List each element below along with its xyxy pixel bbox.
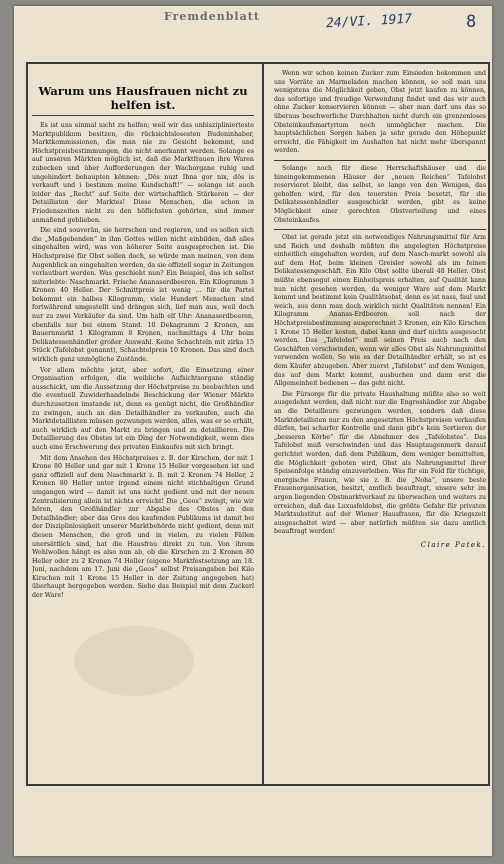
left-column bbox=[32, 64, 254, 784]
handwritten-date: 24/VI. 1917 bbox=[325, 11, 413, 32]
article-frame bbox=[26, 62, 490, 786]
paragraph-rule bbox=[274, 160, 486, 161]
page-number: 8 bbox=[466, 12, 477, 32]
article-title: Warum uns Hausfrauen nicht zu helfen ist. bbox=[32, 84, 254, 116]
masthead: Fremdenblatt bbox=[164, 10, 260, 23]
article-paragraph: Obst ist gerade jetzt ein notwendiges Nahrungsmittel für Arm und Reich und deshalb müßten die angelegten Höchstpreise einheitlich eingehalten werden, auf dem Nasch-markt sowohl als auf dem Hof, beim kleinen Greisler sowohl als im feinen Delikatessengeschäft. Ein Kilo Obst sollte überall 48 Heller. Obst müßte ebensogut einen Einheitspreis erhalten, auf Qualität kann nun nicht gesehen werden, da weniger Ware auf dem Markt kommt und bestimmt kein Qualitätsobst, denn es ist nass, faul und weich, aus denn man doch wirklich nicht Qualitäten nennen! Ein Kilogramm Ananas-Erdbeeren soll nach der Höchstpreisbestimmung ausgerechnet 3 Kronen, ein Kilo Kirschen 1 Krone 15 Heller kosten, dabei kann und darf nichts ausgesucht werden. Das „Tafelobst“ muß seinen Preis auch nach den Geschäften verschwinden, wenn wir alles Obst als Nahrungsmittel verwenden wollen. So wie es der Detailhändler erhält, so ist es dem Käufer abzugeben. Aber zuerst „Tafelobst“ auf dem Wenigen, das auf dem Markt kommt, ausbuchen und dann erst die Allgemeinheit bedienen — das geht nicht. bbox=[274, 234, 486, 388]
article-paragraph: Solange noch für diese Herrschaftshäuser und die hineingekommenen Häuser der „neuen Reichen“ Tafelobst reservieret bleibt, das selbst, so lange von den Wenigen, das geholfen wird, für den teuersten Preis besetzt, für die Delikatessenhändler ausgeschickt werden, gibt es keine Möglichkeit einer gerechten Obstverteilung und eines Obsteinkaufes. bbox=[274, 164, 486, 224]
article-paragraph: Mit dem Ansehen des Höchstpreises z. B. der Kirschen, der mit 1 Krone 80 Heller und gar mit 1 Krone 15 Heller vorgesehen ist und ganz offiziell auf dem Naschmarkt z. B. mit 2 Kronen 74 Heller, 2 Kronen 80 Heller unter irgend einem nicht stichhaltigen Grund umgangen wird — damit ist uns nicht gedient und mit der neuen Zentralisierung allein ist nichts erreicht! Die „Geos“ zwingt, wie wir hören, den Großhändler zur Abgabe des Obstes an den Detailhändler; aber das Gros des kaufenden Publikums ist damit bei der Disziplinlosigkeit unserer Marktbehörde nicht gedient, denn mit diesen Menschen, die groß und in vielen, zu vielen Fällen unersättlich sind, hat die Hausfrau direkt zu tun. Von ihrem Wohlwollen hängt es also nun ab, ob die Kirschen zu 2 Kronen 80 Heller oder zu 2 Kronen 74 Heller (eigene Marktfestsetzung am 18. Juni, nachdem am 17. Juni die „Geos“ selbst Preisangaben bei Kilo Kirschen mit 1 Krone 15 Heller in der Zeitung angegeben hat) überhaupt hergegeben werden. Siehe das Beispiel mit dem Zuckerl der Ware! bbox=[32, 454, 254, 600]
article-paragraph: Vor allem möchte jetzt, aber sofort, die Einsetzung einer Organisation erfolgen, die weibliche Aufsichtsorgane ständig ausschickt, um die Aussetzung der Höchstpreise zu beobachten und die eventuell Zuwiderhandelnde Beschickung der Wiener Märkte durchzusetzen imstande ist, denn es genügt nicht, die Großhändler zu zwingen, auch an den Detailhändler zu verkaufen, auch die Marktdetaillisten müssen gezwungen werden, alles, was er so erhält, auch wirklich auf den Markt zu bringen und zu detaillieren. Die Detaillierung des Obstes ist ein Ding der Notwendigkeit, wenn dies auch eine Erschwerung des privaten Einkaufes mit sich bringt. bbox=[32, 366, 254, 451]
article-paragraph: Es ist uns einmal nicht zu helfen; weil wir das unbisziplinierteste Marktpublikum besitzen, die rücksichtslosesten Budeninhaber, Marktkommissionen, die man nie zu Gesicht bekommt, und Höchstpreisbestimmungen, die nicht anerkannt werden. Solange es auf unseren Märkten möglich ist, daß die Marktfrauen ihre Waren zubecken und über Aufforderungen der Wachorgane ruhig und ungehindert behaupten können: „Dös nuzt Ihna gor nix, dös is verkauft und i bestimm meine Kundschaft!“ — solange ist auch leider das „Recht“ auf Seite der wirtschaftlich Stärkeren — der Detaillisten der Marktes! Diese Menschen, die schon in Friedenszeiten nicht zu den höflichsten gehörten, sind immer anmaßend geblieben. bbox=[32, 122, 254, 224]
paragraph-rule bbox=[274, 229, 486, 230]
article-paragraph: Die Fürsorge für die private Haushaltung müßte also so weit ausgedehnt werden, daß nicht nur die Engroshändler zur Abgabe an die Detailleure gezwungen werden, sondern daß diese Marktdetailisten nur zu den angesetzten Höchstpreisen verkaufen dürfen, bei scharfer Kontrolle und dann gibt's kein Sortieren der „besseren Körbe“ für die Abnehmer des „Tafelobstes“. Das Tafelobst muß verschwinden und das Hauptaugenmerk darauf gerichtet werden, daß dem Publikum, dem weniger bemittelten, die Möglichkeit geboten wird, Obst als Nahrungsmittel ihrer Speisenfolge ständig einzuverleiben. Was für ein Feld für tüchtige, energische Frauen, wie sie z. B. die „Noha“, unsere beste Frauenorganisation, besitzt, amtlich beauftragt, unsere sehr im argen liegenden Obstmarktverkauf zu überwachen und weiters zu erreichen, daß das Luxusfeldobst, die größte Gefahr für privaten Marktsubstitut auf der Wiener Hausfrauen, für die Kriegszeit ausgeschaltet wird — aber natürlich müßten sie dazu amtlich beauftragt werden! bbox=[274, 390, 486, 536]
newspaper-clipping bbox=[14, 6, 492, 856]
column-divider bbox=[262, 64, 264, 784]
author-signature: Claire Patek. bbox=[420, 540, 486, 549]
article-paragraph: Wenn wir schon keinen Zucker zum Einsieden bekommen und uns Vorräte an Marmeladen machen können, so soll man uns wenigstens die Möglichkeit geben, Obst jetzt kaufen zu können, das sofortige und freudige Verwendung findet und das wir auch ohne Zucker konservieren können — aber man darf uns das so überaus beschwerliche Durchhalten nicht durch ein grenzenloses Obsteinkaufsmartyrium noch unmöglicher machen. Die hauptsächlichen Sorgen haben ja sehr gerade den Höhepunkt erreicht, die Fähigkeit im Aushalten hat nicht mehr überspannt werden. bbox=[274, 70, 486, 155]
article-paragraph: Die sind souverän, sie herrschen und regieren, und es sollen sich die „Maßgebenden“ in ihm Gottes willen nicht einbilden, daß alles eingehalten wird, was von höherer Seite ausgesprochen ist. Die Höchstpreise für Obst sollen doch, so würde man meinen, von dem Augenblick an eingehalten werden, da sie offiziell sogar in Zeitungen verlautbart werden. Was geschieht nun? Ein Beispiel, das ich selbst miterlebte: Naschmarkt. Frische Ananaserdbeeren. Ein Kilogramm 3 Kronen 40 Heller. Der Schnittpreis ist wenig ... für die Partei bekommt ein halbes Kilogramm, viele Hundert Menschen sind fortwährend umgestellt und drängen sich, lief man aus, weil doch nur zu zwei Verkäufer da sind. Um halb elf Uhr: Ananaserdbeeren, ebenfalls nur bei einem Stand. 10 Dekagramm 2 Kronen, am Bauernmarkt 1 Kilogramm 8 Kronen, nachmittags 4 Uhr beim Delikatessenhändler großer Auswahl. Keine Schachteln mit zirka 15 Stück (Tafelobst genannt), Schachtelpreis 10 Kronen. Das sind doch wirklich ganz unmögliche Zustände. bbox=[32, 227, 254, 364]
right-column bbox=[274, 64, 486, 784]
